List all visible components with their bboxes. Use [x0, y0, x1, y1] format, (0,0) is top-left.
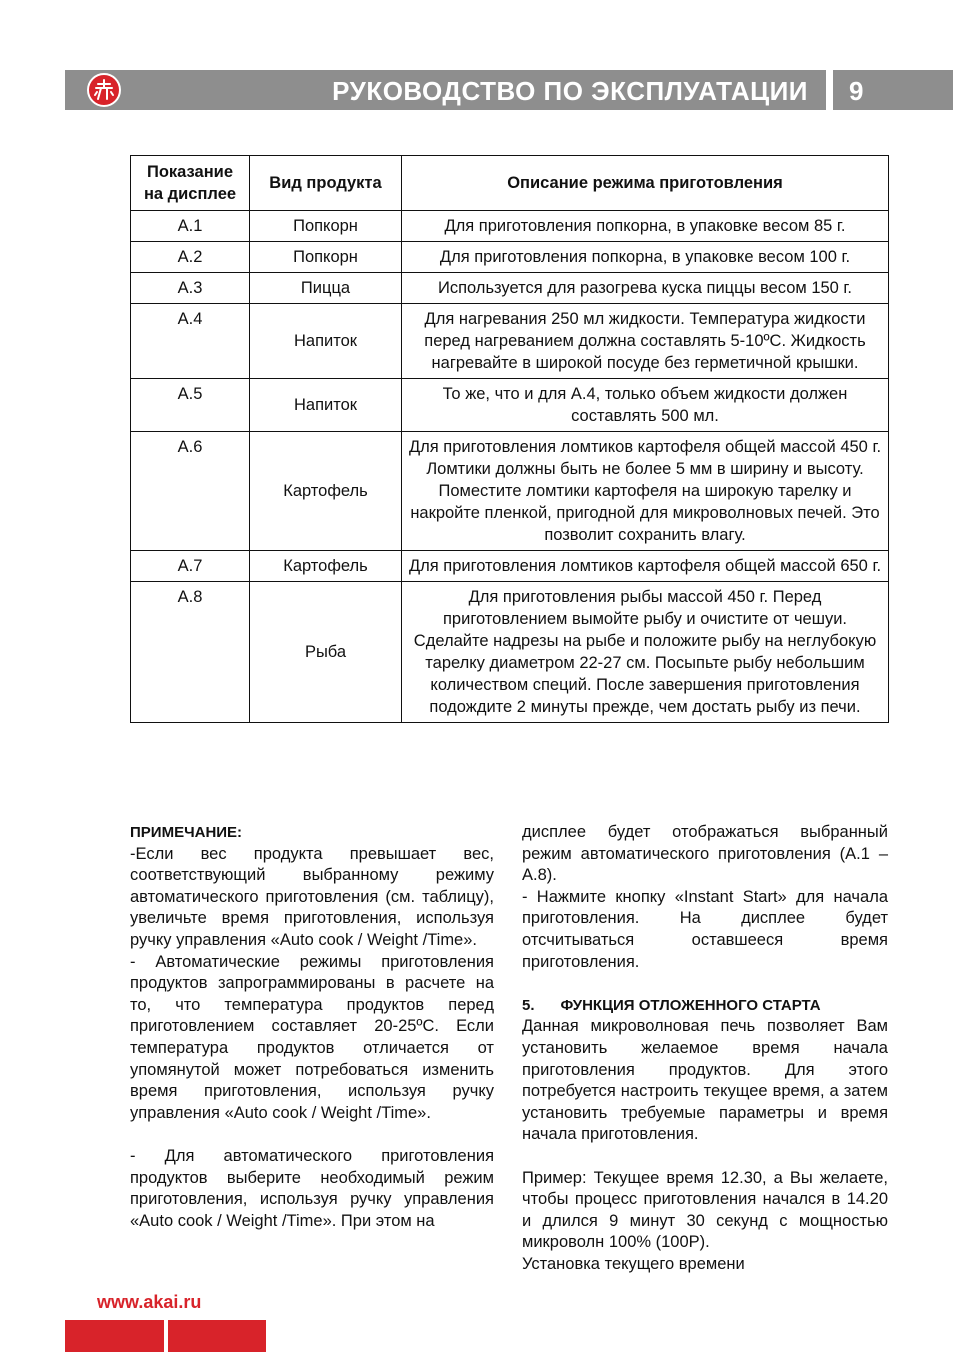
spacer — [130, 1124, 494, 1146]
table-row — [131, 273, 889, 304]
note-paragraph: - Для автоматического приготовления продуктов выберите необходимый режим приготовления, используя ручку управления «Auto cook / Weight /Time». При этом на — [130, 1146, 494, 1230]
row-code: A.8 — [131, 582, 250, 723]
left-text-column — [130, 822, 494, 1232]
row-description: Используется для разогрева куска пиццы весом 150 г. — [402, 273, 889, 304]
row-description: Для приготовления ломтиков картофеля общей массой 650 г. — [402, 551, 889, 582]
row-description: Для нагревания 250 мл жидкости. Температура жидкости перед нагреванием должна составлять 5-10ºС. Жидкость нагревайте в широкой посуде без герметичной крышки. — [402, 304, 889, 379]
spacer — [522, 973, 888, 995]
text-paragraph: Установка текущего времени — [522, 1254, 745, 1273]
page-number: 9 — [849, 76, 864, 106]
table-row — [131, 304, 889, 379]
footer-website-link[interactable]: www.akai.ru — [97, 1292, 202, 1312]
row-code: A.6 — [131, 432, 250, 551]
row-product: Рыба — [250, 582, 402, 723]
table-row — [131, 379, 889, 432]
row-product: Попкорн — [250, 211, 402, 242]
table-row — [131, 211, 889, 242]
document-title: РУКОВОДСТВО ПО ЭКСПЛУАТАЦИИ — [332, 76, 808, 106]
row-code: A.4 — [131, 304, 250, 379]
text-paragraph: Пример: Текущее время 12.30, а Вы желаете, чтобы процесс приготовления начался в 14.20 и длился 9 минут 30 секунд с мощностью микроволн 100% (100Р). — [522, 1168, 888, 1252]
row-code: A.5 — [131, 379, 250, 432]
row-product: Пицца — [250, 273, 402, 304]
footer-red-bar — [65, 1320, 164, 1352]
page-number-box — [833, 70, 953, 110]
table-row — [131, 551, 889, 582]
text-paragraph: дисплее будет отображаться выбранный режим автоматического приготовления (А.1 – А.8). — [522, 823, 888, 885]
row-description: Для приготовления попкорна, в упаковке весом 85 г. — [402, 211, 889, 242]
row-product: Попкорн — [250, 242, 402, 273]
header-bar — [65, 70, 826, 110]
auto-cook-modes-table — [130, 155, 889, 723]
note-paragraph: - Автоматические режимы приготовления продуктов запрограммированы в расчете на то, что температура продуктов перед приготовлением составляет 20-25ºС. Если температура продуктов отличается от упомянутой может потребоваться изменить время приготовления, используя ручку управления «Auto cook / Weight /Time». — [130, 952, 494, 1122]
row-description: Для приготовления рыбы массой 450 г. Перед приготовлением вымойте рыбу и очистите от чешуи. Сделайте надрезы на рыбе и положите рыбу на неглубокую тарелку диаметром 22-27 см. Посыпьте рыбу небольшим количеством специй. После завершения приготовления подождите 2 минуты прежде, чем достать рыбу из печи. — [402, 582, 889, 723]
row-product: Напиток — [250, 379, 402, 432]
row-description: То же, что и для А.4, только объем жидкости должен составлять 500 мл. — [402, 379, 889, 432]
row-product: Напиток — [250, 304, 402, 379]
spacer — [522, 1146, 888, 1168]
table-row — [131, 432, 889, 551]
row-description: Для приготовления ломтиков картофеля общей массой 450 г. Ломтики должны быть не более 5 мм в ширину и высоту. Поместите ломтики картофеля на широкую тарелку и накройте пленкой, пригодной для микроволновых печей. Это позволит сохранить влагу. — [402, 432, 889, 551]
right-text-column — [522, 822, 888, 1275]
footer-red-bar — [168, 1320, 266, 1352]
section-heading — [522, 995, 888, 1017]
table-row — [131, 582, 889, 723]
row-product: Картофель — [250, 551, 402, 582]
text-paragraph: - Нажмите кнопку «Instant Start» для начала приготовления. На дисплее будет отсчитываться оставшееся время приготовления. — [522, 887, 888, 971]
row-code: A.2 — [131, 242, 250, 273]
row-code: A.1 — [131, 211, 250, 242]
header-product: Вид продукта — [250, 156, 402, 211]
row-description: Для приготовления попкорна, в упаковке весом 100 г. — [402, 242, 889, 273]
row-code: A.7 — [131, 551, 250, 582]
note-paragraph: -Если вес продукта превышает вес, соответствующий выбранному режиму автоматического приготовления (см. таблицу), увеличьте время приготовления, используя ручку управления «Auto cook / Weight /Time». — [130, 844, 494, 949]
row-product: Картофель — [250, 432, 402, 551]
section-number: 5. — [522, 996, 535, 1014]
row-code: A.3 — [131, 273, 250, 304]
note-heading: ПРИМЕЧАНИЕ: — [130, 824, 243, 841]
header-description: Описание режима приготовления — [402, 156, 889, 211]
text-paragraph: Данная микроволновая печь позволяет Вам установить желаемое время начала приготовления продуктов. Для этого потребуется настроить текущее время, а затем установить требуемые параметры и время начала приготовления. — [522, 1017, 888, 1144]
table-header-row — [131, 156, 889, 211]
akai-logo-icon — [87, 73, 121, 107]
table-row — [131, 242, 889, 273]
section-title: ФУНКЦИЯ ОТЛОЖЕННОГО СТАРТА — [560, 996, 821, 1014]
header-display-code: Показание на дисплее — [131, 156, 250, 211]
